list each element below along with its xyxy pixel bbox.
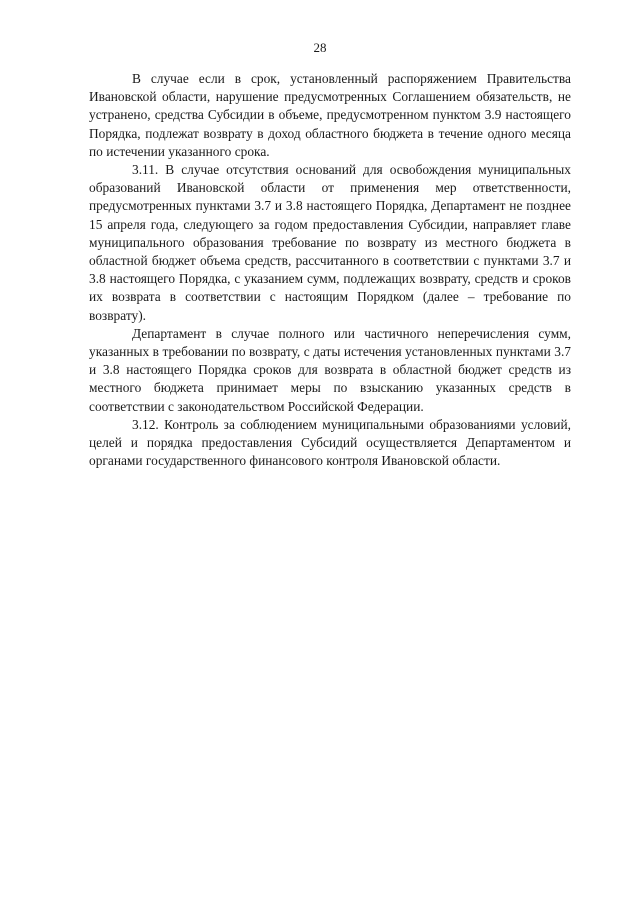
page-number: 28 [313,40,327,55]
paragraph-refund-deadline: В случае если в срок, установленный распоряжением Правительства Ивановской области, нарушение предусмотренных Соглашением обязательств, не устранено, средства Субсидии в объеме, предусмотренном пунктом 3.9 настоящего Порядка, подлежат возврату в доход областного бюджета в течение одного месяца по истечении указанного срока. [89,71,571,159]
document-body [89,70,571,470]
paragraph-3-12: 3.12. Контроль за соблюдением муниципальными образованиями условий, целей и порядка предоставления Субсидий осуществляется Департаментом и органами государственного финансового контроля Ивановской области. [89,416,571,469]
paragraph-department-recovery: Департамент в случае полного или частичного неперечисления сумм, указанных в требовании по возврату, с даты истечения установленных пунктами 3.7 и 3.8 настоящего Порядка сроков для возврата в областной бюджет средств из местного бюджета принимает меры по взысканию указанных средств в соответствии с законодательством Российской Федерации. [89,325,571,414]
paragraph-3-11: 3.11. В случае отсутствия оснований для освобождения муниципальных образований Ивановской области от применения мер ответственности, предусмотренных пунктами 3.7 и 3.8 настоящего Порядка, Департамент не позднее 15 апреля года, следующего за годом предоставления Субсидии, направляет главе муниципального образования требование по возврату из местного бюджета в областной бюджет объема средств, рассчитанного в соответствии с пунктами 3.7 и 3.8 настоящего Порядка, с указанием сумм, подлежащих возврату, средств и сроков их возврата в соответствии с настоящим Порядком (далее – требование по возврату). [89,162,571,323]
